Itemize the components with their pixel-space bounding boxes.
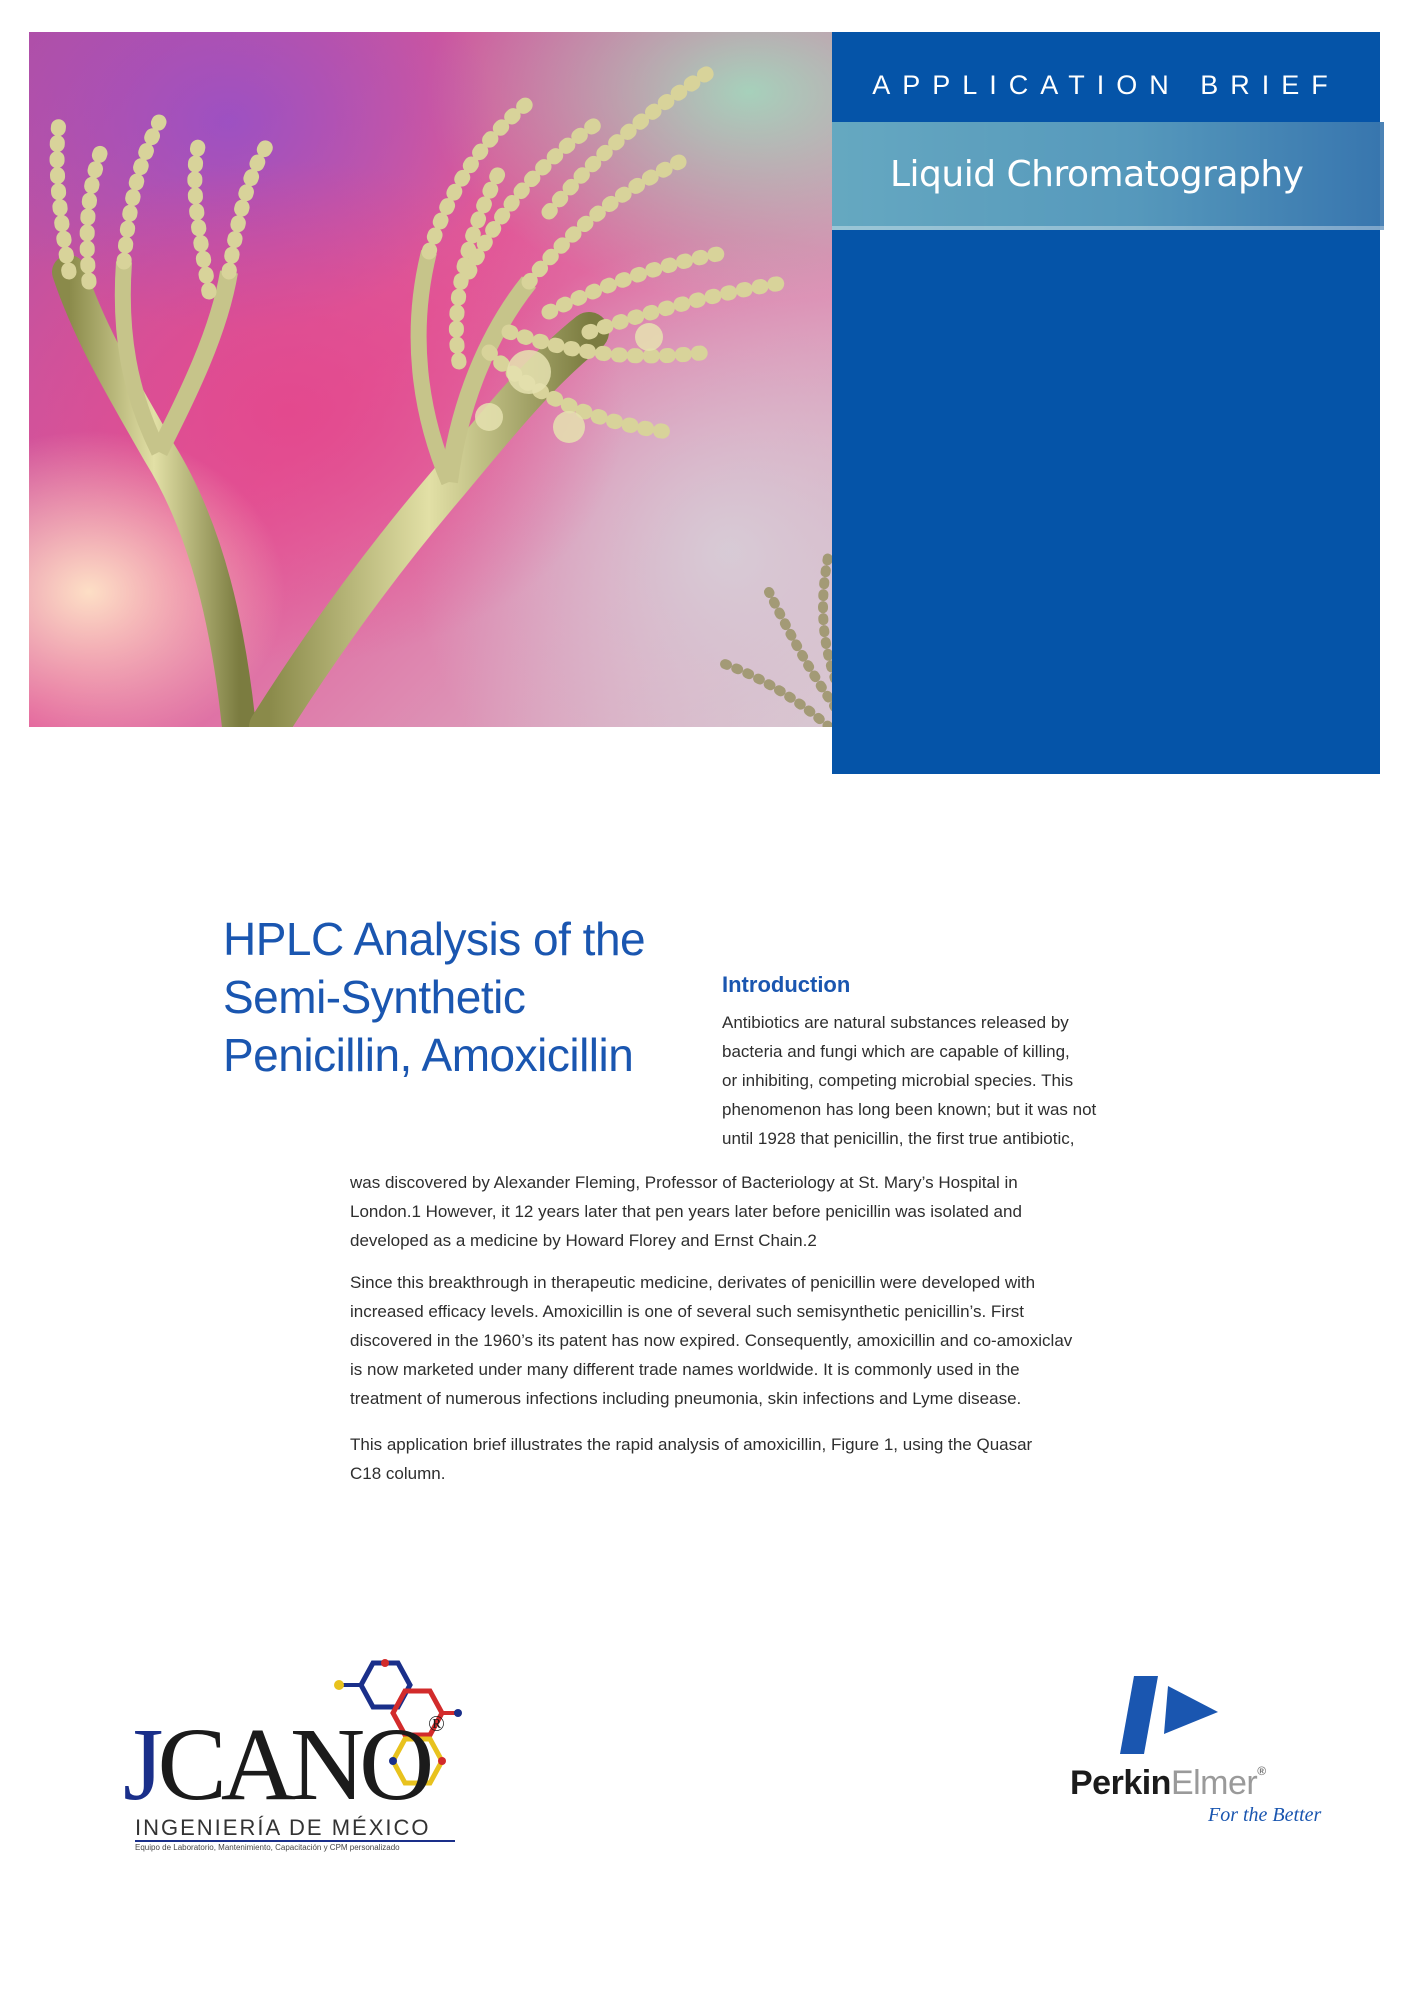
trademark-mark: ®	[1257, 1764, 1266, 1778]
introduction-heading: Introduction	[722, 972, 851, 997]
title-line: Semi-Synthetic	[223, 971, 526, 1023]
perkinelmer-p-icon	[1120, 1672, 1230, 1762]
body-line: is now marketed under many different trade names worldwide. It is commonly used in the	[350, 1360, 1020, 1379]
jcano-logo	[123, 1655, 468, 1852]
perkinelmer-tagline: For the Better	[1208, 1804, 1322, 1826]
title-line: Penicillin, Amoxicillin	[223, 1029, 634, 1081]
body-line: developed as a medicine by Howard Florey and Ernst Chain.2	[350, 1231, 817, 1250]
body-paragraph	[350, 1430, 1250, 1488]
intro-line: or inhibiting, competing microbial species. This	[722, 1071, 1074, 1090]
body-line: This application brief illustrates the rapid analysis of amoxicillin, Figure 1, using the Quasar	[350, 1435, 1033, 1454]
document-title	[223, 910, 703, 1084]
intro-line: bacteria and fungi which are capable of killing,	[722, 1042, 1070, 1061]
perkinelmer-logo	[1062, 1672, 1342, 1832]
body-line: London.1 However, it 12 years later that pen years later before penicillin was isolated and	[350, 1202, 1022, 1221]
brief-label: APPLICATION BRIEF	[872, 70, 1340, 100]
perkin-text: Perkin	[1070, 1764, 1171, 1802]
body-line: treatment of numerous infections including pneumonia, skin infections and Lyme disease.	[350, 1389, 1022, 1408]
body-line: C18 column.	[350, 1464, 446, 1483]
registered-mark: ®	[428, 1711, 445, 1736]
elmer-text: Elmer	[1170, 1764, 1258, 1802]
intro-line: until 1928 that penicillin, the first true antibiotic,	[722, 1129, 1075, 1148]
hero-image	[29, 32, 849, 727]
body-paragraph	[350, 1168, 1250, 1255]
body-line: increased efficacy levels. Amoxicillin is one of several such semisynthetic penicillin’s. First	[350, 1302, 1024, 1321]
category-band	[832, 122, 1384, 230]
intro-line: Antibiotics are natural substances released by	[722, 1013, 1069, 1032]
jcano-letters: CANO	[157, 1707, 429, 1822]
intro-line: phenomenon has long been known; but it was not	[722, 1100, 1097, 1119]
jcano-subtitle: INGENIERÍA DE MÉXICO	[135, 1815, 455, 1842]
title-line: HPLC Analysis of the	[223, 913, 646, 965]
mold-illustration	[29, 32, 849, 727]
body-line: discovered in the 1960’s its patent has now expired. Consequently, amoxicillin and co-amoxiclav	[350, 1331, 1073, 1350]
body-line: was discovered by Alexander Fleming, Professor of Bacteriology at St. Mary’s Hospital in	[350, 1173, 1018, 1192]
jcano-wordmark	[123, 1707, 445, 1822]
jcano-tagline: Equipo de Laboratorio, Mantenimiento, Capacitación y CPM personalizado	[135, 1843, 400, 1852]
body-line: Since this breakthrough in therapeutic medicine, derivates of penicillin were developed with	[350, 1273, 1036, 1292]
body-paragraph	[350, 1268, 1250, 1413]
jcano-letter-j: J	[123, 1707, 158, 1822]
introduction-column	[722, 1008, 1192, 1153]
perkinelmer-wordmark	[1070, 1764, 1266, 1803]
category-label: Liquid Chromatography	[890, 154, 1304, 195]
